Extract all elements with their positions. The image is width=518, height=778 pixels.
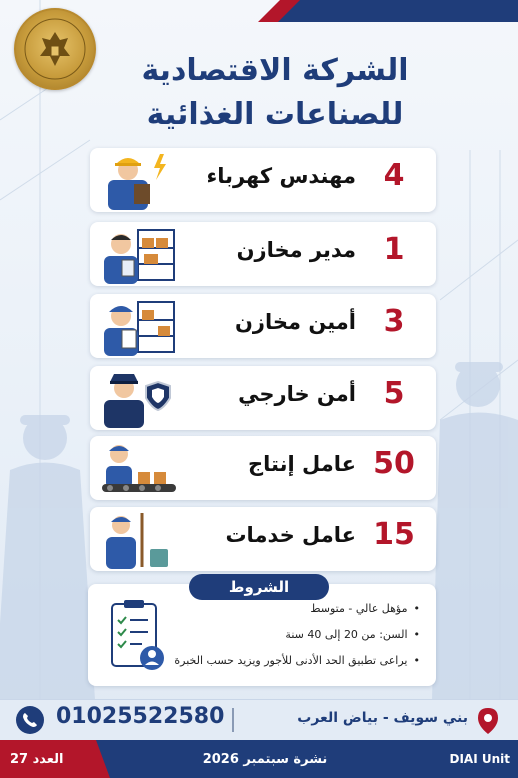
job-title: عامل إنتاج bbox=[248, 452, 356, 476]
location-pin-icon bbox=[474, 706, 502, 736]
conditions-list bbox=[170, 602, 420, 680]
job-card bbox=[90, 366, 436, 430]
job-card bbox=[90, 148, 436, 212]
ministry-logo bbox=[14, 8, 96, 90]
divider bbox=[232, 708, 234, 732]
job-count: 50 bbox=[373, 446, 415, 481]
job-title: أمن خارجي bbox=[238, 382, 356, 406]
job-count: 1 bbox=[383, 232, 405, 267]
job-title: مدير مخازن bbox=[236, 238, 356, 262]
clipboard-checklist-icon bbox=[108, 596, 168, 676]
job-card bbox=[90, 222, 436, 286]
unit-label: DIAI Unit bbox=[449, 752, 510, 766]
job-card bbox=[90, 436, 436, 500]
condition-item: • السن: من 20 إلى 40 سنة bbox=[170, 628, 420, 641]
job-count: 4 bbox=[383, 158, 405, 193]
bulletin-date: نشرة سبتمبر 2026 bbox=[202, 752, 328, 767]
job-card bbox=[90, 294, 436, 358]
phone-number: 01025522580 bbox=[56, 704, 225, 729]
company-title-line2: للصناعات الغذائية bbox=[146, 97, 404, 132]
issue-number: العدد 27 bbox=[10, 752, 64, 767]
job-count: 5 bbox=[383, 376, 405, 411]
job-title: أمين مخازن bbox=[234, 310, 356, 334]
condition-item: • يراعى تطبيق الحد الأدنى للأجور ويزيد حسب الخبرة bbox=[170, 654, 420, 667]
contact-bar bbox=[0, 699, 518, 740]
eagle-emblem-icon bbox=[16, 10, 94, 88]
job-title: عامل خدمات bbox=[225, 523, 356, 547]
job-count: 15 bbox=[373, 517, 415, 552]
phone-icon bbox=[16, 706, 44, 734]
company-title-line1: الشركة الاقتصادية bbox=[141, 53, 409, 88]
job-title: مهندس كهرباء bbox=[206, 164, 356, 188]
address: بني سويف - بياض العرب bbox=[297, 710, 468, 726]
job-card bbox=[90, 507, 436, 571]
conditions-heading: الشروط bbox=[189, 574, 329, 600]
job-count: 3 bbox=[383, 304, 405, 339]
condition-item: • مؤهل عالي - متوسط bbox=[170, 602, 420, 615]
